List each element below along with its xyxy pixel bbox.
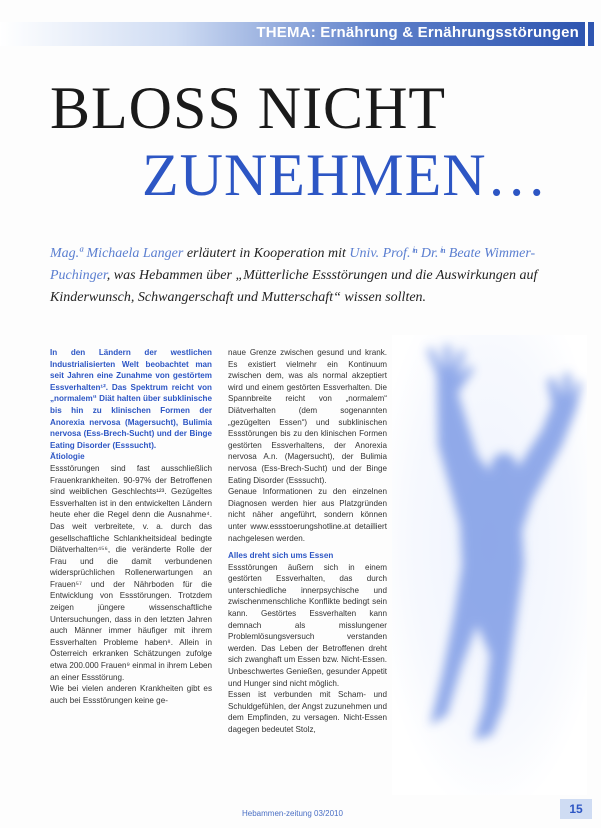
subheading-essen: Alles dreht sich ums Essen: [228, 551, 334, 561]
intro-author: Mag.ª Michaela Langer: [50, 246, 184, 261]
body-paragraph: Essstörungen sind fast ausschließlich Frauenkrankheiten. 90-97% der Betroffenen sind weiblichen Geschlechts¹²³. Gezügeltes Essverhalten ist in den entwickelten Ländern heute eher die Regel denn die Ausnahme⁴. Das weit verbreitete, v. a. durch das gesellschaftliche Schlankheitsideal bedingte Diätverhalten⁴⁵⁶, die veränderte Rolle der Frau und die damit verbundenen widersprüchlichen Rollenerwartungen an Frauen⁵⁷ und der Nährboden für die Entwicklung von Essstörungen. Trotzdem zeigen jüngere wissenschaftliche Untersuchungen, dass in den letzten Jahren auch Männer immer häufiger mit ihrem Essverhalten Probleme haben⁸. Allein in Österreich erkranken Schätzungen zufolge etwa 200.000 Frauen⁹ einmal in ihrem Leben an einer Essstörung.: [50, 463, 212, 682]
header-bar-marker: [588, 22, 594, 46]
intro-text-1: erläutert in Kooperation mit: [183, 246, 350, 261]
intro-paragraph: [50, 243, 560, 309]
body-paragraph: naue Grenze zwischen gesund und krank. Es existiert vielmehr ein Kontinuum zwischen dem, was als normal akzeptiert wird und einem gestörten Essverhalten. Die Spannbreite reicht von „normalem“ Diätverhalten (dem sogenannten „gezügelten Essen“) und subklinischen Essstörungen bis zu den klinischen Formen gestörten Essverhaltens, der Anorexia nervosa A.n. (Magersucht), der Bulimia nervosa (Ess-Brech-Sucht) und der Binge Eating Disorder (Esssucht).: [228, 348, 387, 485]
body-paragraph: Wie bei vielen anderen Krankheiten gibt es auch bei Essstörungen keine ge-: [50, 684, 212, 705]
body-paragraph: Essen ist verbunden mit Scham- und Schuldgefühlen, der Angst zuzunehmen und dem Empfinden, zu versagen. Nicht-Essen dagegen bedeutet Stolz,: [228, 690, 387, 734]
title-line-2: ZUNEHMEN…: [142, 142, 548, 208]
footer-journal-name: Hebammen-zeitung 03/2010: [242, 809, 343, 818]
article-column-1: [50, 347, 212, 706]
article-column-2: [228, 347, 387, 736]
title-line-1: BLOSS NICHT: [50, 75, 447, 141]
lead-paragraph: In den Ländern der westlichen Industrialisierten Welt beobachtet man seit Jahren eine Zunahme von gestörtem Essverhalten¹². Das Spektrum reicht von „normalem“ Diät halten über subklinische bis hin zu klinischen Formen der Anorexia nervosa (Magersucht), Bulimia nervosa (Ess-Brech-Sucht) und der Binge Eating Disorder (Esssucht).: [50, 348, 212, 450]
silhouette-figure-image: [392, 335, 587, 795]
subheading-aetiologie: Ätiologie: [50, 452, 85, 462]
body-paragraph: Genaue Informationen zu den einzelnen Diagnosen werden hier aus Platzgründen nicht näher angeführt, sondern können unter www.essstoerungshotline.at detailliert nachgelesen werden.: [228, 487, 387, 543]
intro-expert: Univ. Prof.ⁱⁿ Dr.ⁱⁿ Beate Wimmer-Puchinger: [50, 246, 536, 283]
body-paragraph: Essstörungen äußern sich in einem gestörten Essverhalten, das durch unterschiedliche innerpsychische und zwischenmenschliche Konflikte bedingt sein kann. Gestörtes Essverhalten kann demnach als misslungener Problemlösungsversuch verstanden werden. Das Leben der Betroffenen dreht sich zwanghaft um Essen bzw. Nicht-Essen. Unbeschwertes Genießen, gesunder Appetit und Hunger sind nicht möglich.: [228, 562, 387, 688]
topic-heading: THEMA: Ernährung & Ernährungsstörungen: [256, 24, 579, 41]
intro-text-2: , was Hebammen über „Mütterliche Essstörungen und die Auswirkungen auf Kinderwunsch, Schwangerschaft und Mutterschaft“ wissen sollten.: [50, 268, 538, 305]
page-number-badge: 15: [560, 799, 592, 819]
